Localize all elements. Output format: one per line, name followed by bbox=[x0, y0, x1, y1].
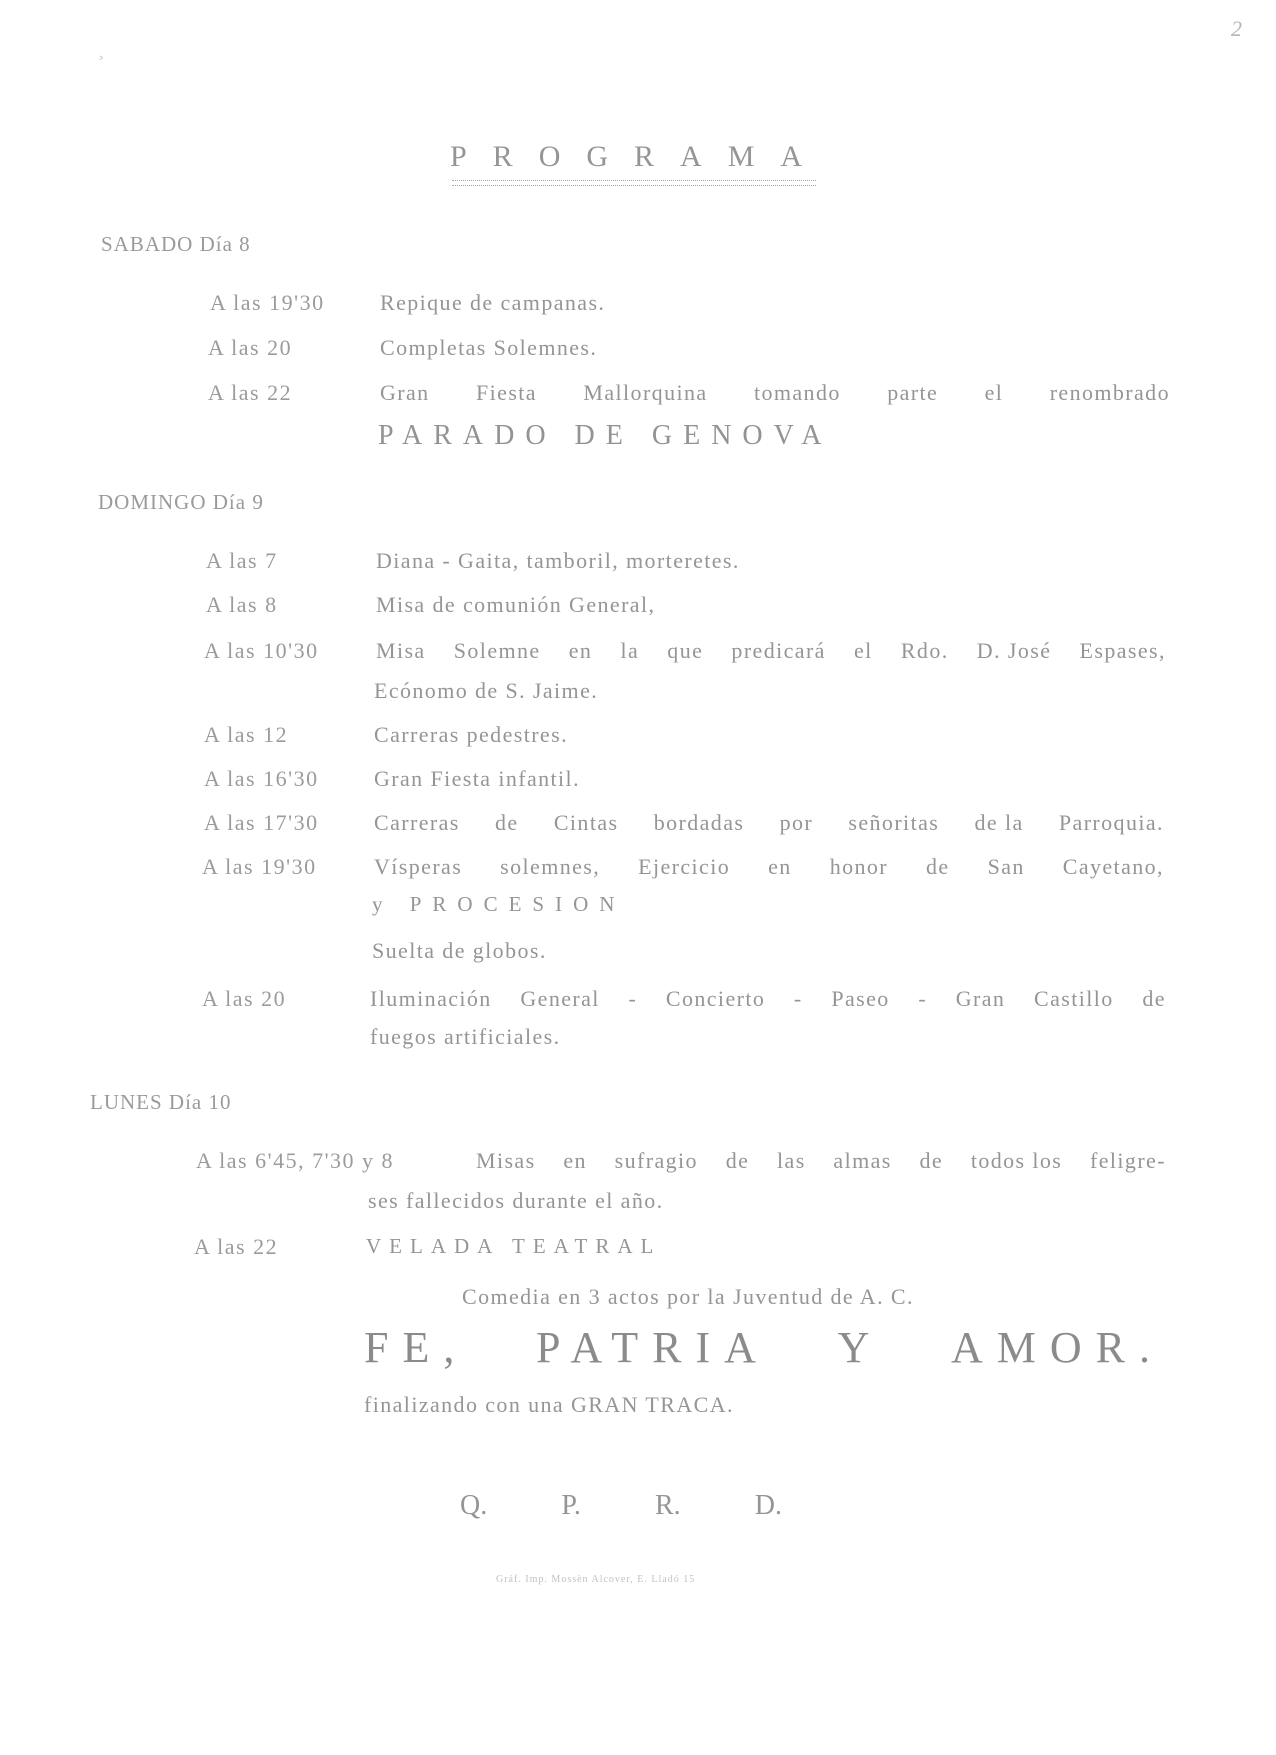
play-closing: finalizando con una GRAN TRACA. bbox=[364, 1392, 734, 1417]
event-description: Diana - Gaita, tamboril, morteretes. bbox=[376, 548, 740, 573]
word: Rdo. bbox=[900, 638, 949, 663]
word: Paseo bbox=[831, 986, 890, 1011]
play-description: Comedia en 3 actos por la Juventud de A. C. bbox=[462, 1284, 914, 1309]
word: predicará bbox=[731, 638, 826, 663]
day-heading-lunes: LUNES Día 10 bbox=[90, 1090, 232, 1114]
word: Espases, bbox=[1079, 638, 1166, 663]
word: Ejercicio bbox=[638, 854, 731, 879]
word: tomando bbox=[753, 380, 841, 405]
word: que bbox=[667, 638, 704, 663]
word: de bbox=[919, 1148, 944, 1173]
printer-imprint: Gráf. Imp. Mossèn Alcover, E. Lladó 15 bbox=[496, 1574, 696, 1585]
event-time: A las 22 bbox=[208, 380, 293, 405]
procession-highlight: y PROCESION bbox=[372, 892, 626, 916]
program-title: PROGRAMA bbox=[450, 140, 829, 173]
word: el bbox=[854, 638, 873, 663]
word: el bbox=[984, 380, 1004, 405]
event-description-justified bbox=[476, 1148, 1166, 1174]
word: solemnes, bbox=[500, 854, 601, 879]
word: sufragio bbox=[614, 1148, 698, 1173]
event-time: A las 6'45, 7'30 y 8 bbox=[196, 1148, 395, 1173]
event-description: Carreras pedestres. bbox=[374, 722, 568, 747]
word: Fiesta bbox=[476, 380, 537, 405]
word: almas bbox=[833, 1148, 892, 1173]
initial: R. bbox=[654, 1490, 681, 1521]
event-time: A las 16'30 bbox=[204, 766, 319, 791]
word: en bbox=[568, 638, 593, 663]
word: Carreras bbox=[374, 810, 460, 835]
event-description: Misa de comunión General, bbox=[376, 592, 656, 617]
word: Misa bbox=[376, 638, 426, 663]
word: General bbox=[520, 986, 600, 1011]
word: Castillo bbox=[1034, 986, 1114, 1011]
event-description-continued: fuegos artificiales. bbox=[370, 1024, 561, 1049]
word: bordadas bbox=[653, 810, 745, 835]
word: Cayetano, bbox=[1062, 854, 1164, 879]
event-description: Repique de campanas. bbox=[380, 290, 606, 315]
word: Cintas bbox=[553, 810, 619, 835]
word: Vísperas bbox=[374, 854, 463, 879]
word: la bbox=[620, 638, 640, 663]
word: de bbox=[725, 1148, 750, 1173]
word: Gran bbox=[955, 986, 1006, 1011]
closing-initials bbox=[460, 1490, 782, 1522]
word: AMOR. bbox=[950, 1323, 1164, 1372]
word: de bbox=[1142, 986, 1166, 1011]
corner-mark: ¸ bbox=[98, 40, 104, 60]
word: en bbox=[563, 1148, 587, 1173]
word: de bbox=[926, 854, 950, 879]
word: de la bbox=[974, 810, 1024, 835]
word: Gran bbox=[380, 380, 430, 405]
word: por bbox=[779, 810, 814, 835]
event-description: Gran Fiesta infantil. bbox=[374, 766, 580, 791]
word: San bbox=[987, 854, 1025, 879]
word: parte bbox=[887, 380, 939, 405]
event-description: Completas Solemnes. bbox=[380, 335, 598, 360]
event-description-justified bbox=[376, 638, 1166, 664]
day-heading-domingo: DOMINGO Día 9 bbox=[98, 490, 264, 514]
word: Y bbox=[837, 1323, 884, 1372]
day-heading-sabado: SABADO Día 8 bbox=[101, 232, 251, 256]
title-underline bbox=[452, 180, 816, 186]
word: feligre- bbox=[1090, 1148, 1166, 1173]
event-time: A las 12 bbox=[204, 722, 289, 747]
word: renombrado bbox=[1049, 380, 1170, 405]
event-description-justified bbox=[380, 380, 1170, 406]
event-time: A las 22 bbox=[194, 1234, 279, 1259]
word: Mallorquina bbox=[583, 380, 708, 405]
word: Concierto bbox=[665, 986, 766, 1011]
word: señoritas bbox=[848, 810, 940, 835]
word: honor bbox=[829, 854, 889, 879]
word: Parroquia. bbox=[1058, 810, 1164, 835]
event-time: A las 19'30 bbox=[202, 854, 317, 879]
event-description-justified bbox=[374, 854, 1164, 880]
word: Solemne bbox=[453, 638, 541, 663]
word: - bbox=[918, 986, 928, 1011]
event-description-continued: ses fallecidos durante el año. bbox=[368, 1188, 664, 1213]
event-time: A las 19'30 bbox=[210, 290, 325, 315]
event-time: A las 8 bbox=[206, 592, 278, 617]
event-description-justified bbox=[374, 810, 1164, 836]
play-title bbox=[364, 1322, 1164, 1373]
page-number: 2 bbox=[1231, 16, 1242, 41]
word: las bbox=[777, 1148, 806, 1173]
event-time: A las 17'30 bbox=[204, 810, 319, 835]
word: Iluminación bbox=[370, 986, 492, 1011]
event-time: A las 20 bbox=[208, 335, 293, 360]
event-time: A las 20 bbox=[202, 986, 287, 1011]
event-description-justified bbox=[370, 986, 1166, 1012]
word: de bbox=[494, 810, 519, 835]
word: todos los bbox=[970, 1148, 1063, 1173]
word: - bbox=[628, 986, 638, 1011]
word: - bbox=[793, 986, 803, 1011]
event-time: A las 7 bbox=[206, 548, 278, 573]
word: FE, bbox=[364, 1323, 469, 1372]
featured-performer: PARADO DE GENOVA bbox=[378, 420, 833, 451]
event-description-continued: Ecónomo de S. Jaime. bbox=[374, 678, 599, 703]
word: en bbox=[768, 854, 792, 879]
initial: Q. bbox=[460, 1490, 488, 1521]
initial: D. bbox=[754, 1490, 782, 1521]
initial: P. bbox=[561, 1490, 581, 1521]
word: D. José bbox=[976, 638, 1052, 663]
word: PATRIA bbox=[535, 1323, 770, 1372]
event-time: A las 10'30 bbox=[204, 638, 319, 663]
word: Misas bbox=[476, 1148, 536, 1173]
event-highlight: VELADA TEATRAL bbox=[366, 1234, 662, 1258]
event-description-continued: Suelta de globos. bbox=[372, 938, 547, 963]
